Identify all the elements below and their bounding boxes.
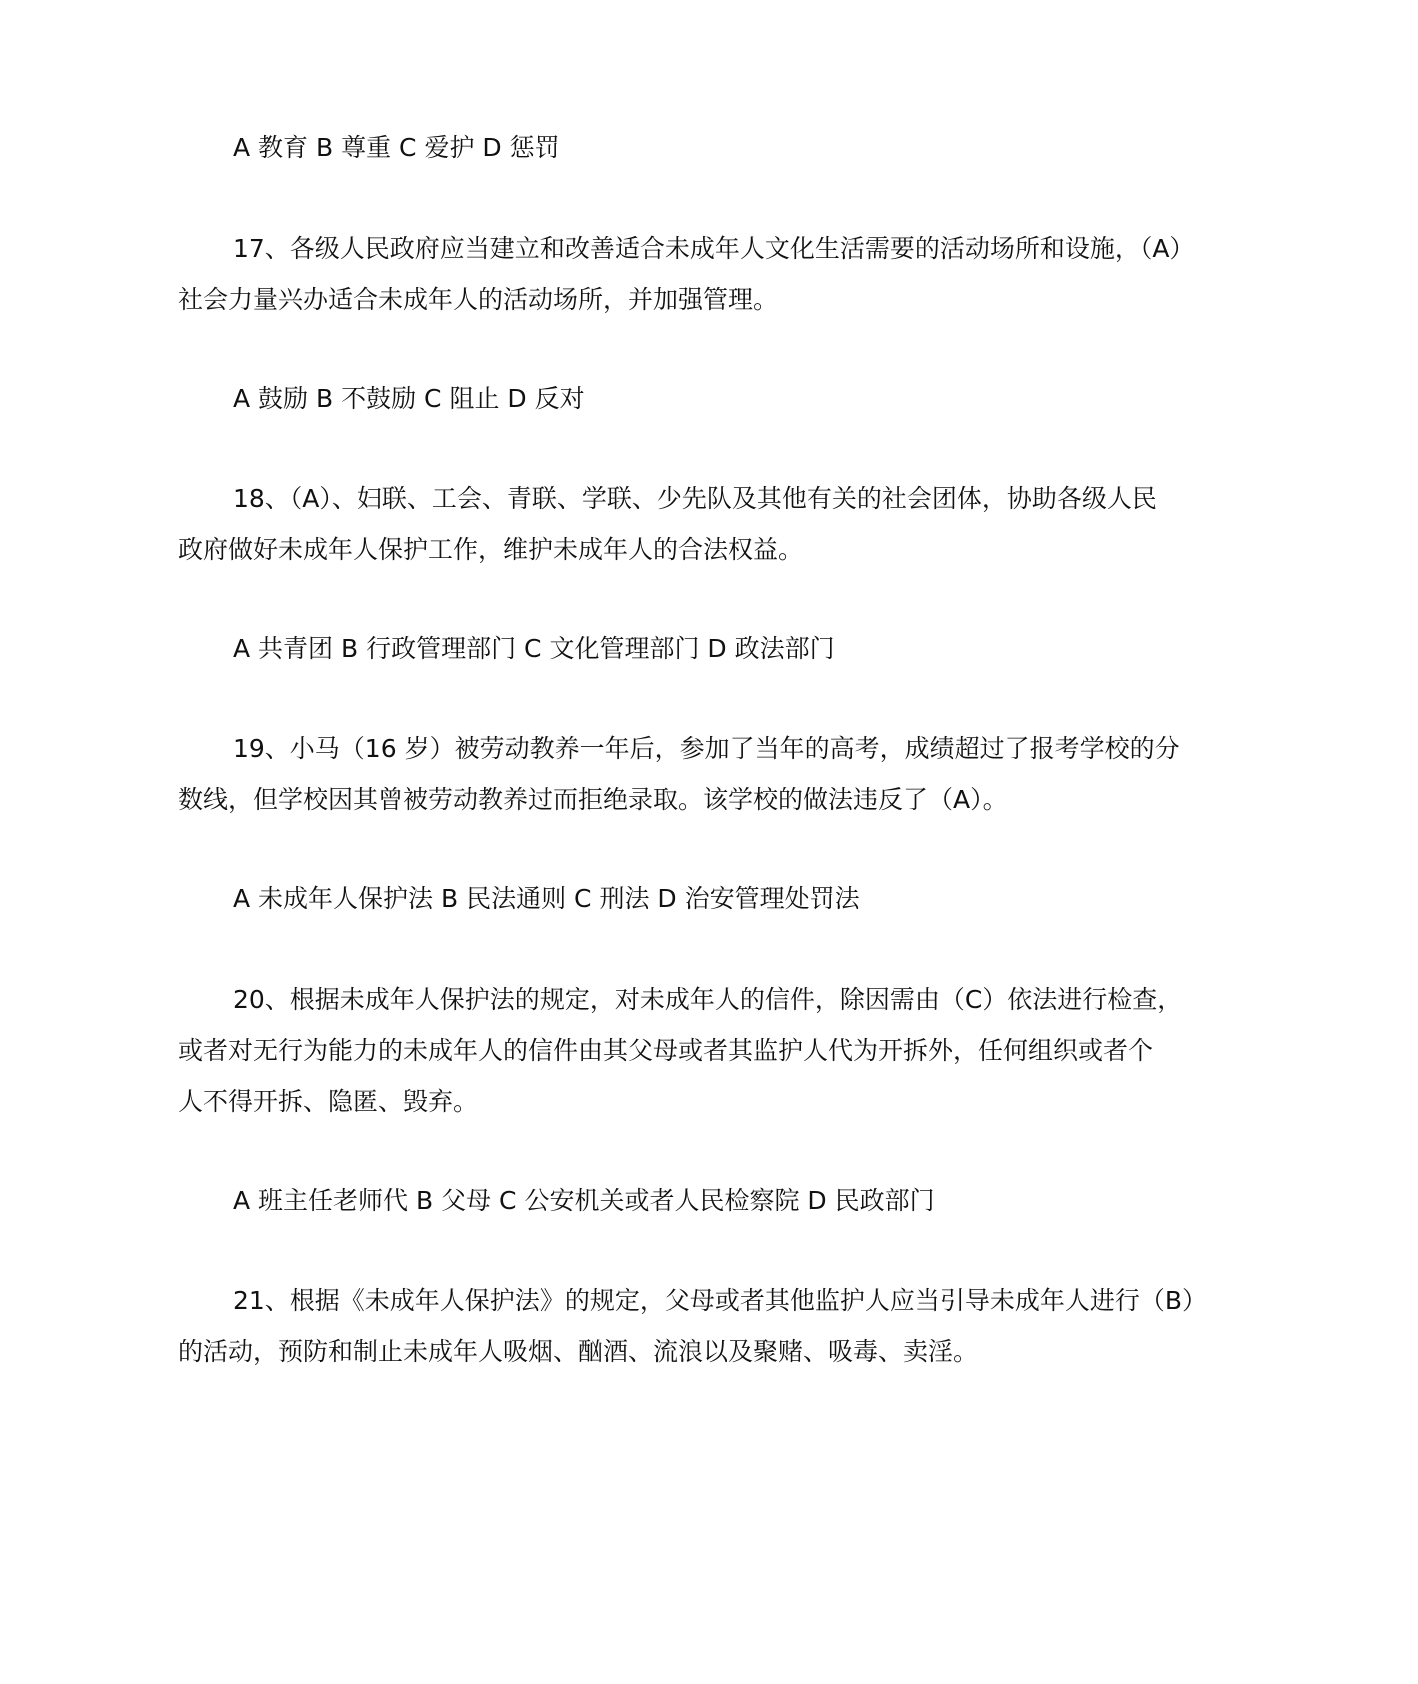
- q20-text-line-1: 20、根据未成年人保护法的规定，对未成年人的信件，除因需由（C）依法进行检查，: [233, 985, 1183, 1014]
- q20-text-line-3: 人不得开拆、隐匿、毁弃。: [178, 1087, 479, 1116]
- q21-text-line-2: 的活动，预防和制止未成年人吸烟、酗酒、流浪以及聚赌、吸毒、卖淫。: [178, 1337, 979, 1366]
- q21-text-line-1: 21、根据《未成年人保护法》的规定，父母或者其他监护人应当引导未成年人进行（B）: [233, 1286, 1207, 1315]
- q17-text-line-1: 17、各级人民政府应当建立和改善适合未成年人文化生活需要的活动场所和设施，（A）: [233, 234, 1195, 263]
- q20-options: A 班主任老师代 B 父母 C 公安机关或者人民检察院 D 民政部门: [233, 1186, 935, 1215]
- q19-text-line-1: 19、小马（16 岁）被劳动教养一年后，参加了当年的高考，成绩超过了报考学校的分: [233, 734, 1180, 763]
- q16-options: A 教育 B 尊重 C 爱护 D 惩罚: [233, 133, 560, 162]
- q17-options: A 鼓励 B 不鼓励 C 阻止 D 反对: [233, 384, 585, 413]
- q19-text-line-2: 数线，但学校因其曾被劳动教养过而拒绝录取。该学校的做法违反了（A）。: [178, 785, 1008, 814]
- q18-options: A 共青团 B 行政管理部门 C 文化管理部门 D 政法部门: [233, 634, 835, 663]
- q17-text-line-2: 社会力量兴办适合未成年人的活动场所，并加强管理。: [178, 285, 779, 314]
- q18-text-line-1: 18、（A）、妇联、工会、青联、学联、少先队及其他有关的社会团体，协助各级人民: [233, 484, 1157, 513]
- q19-options: A 未成年人保护法 B 民法通则 C 刑法 D 治安管理处罚法: [233, 884, 860, 913]
- q20-text-line-2: 或者对无行为能力的未成年人的信件由其父母或者其监护人代为开拆外，任何组织或者个: [178, 1036, 1154, 1065]
- q18-text-line-2: 政府做好未成年人保护工作，维护未成年人的合法权益。: [178, 535, 804, 564]
